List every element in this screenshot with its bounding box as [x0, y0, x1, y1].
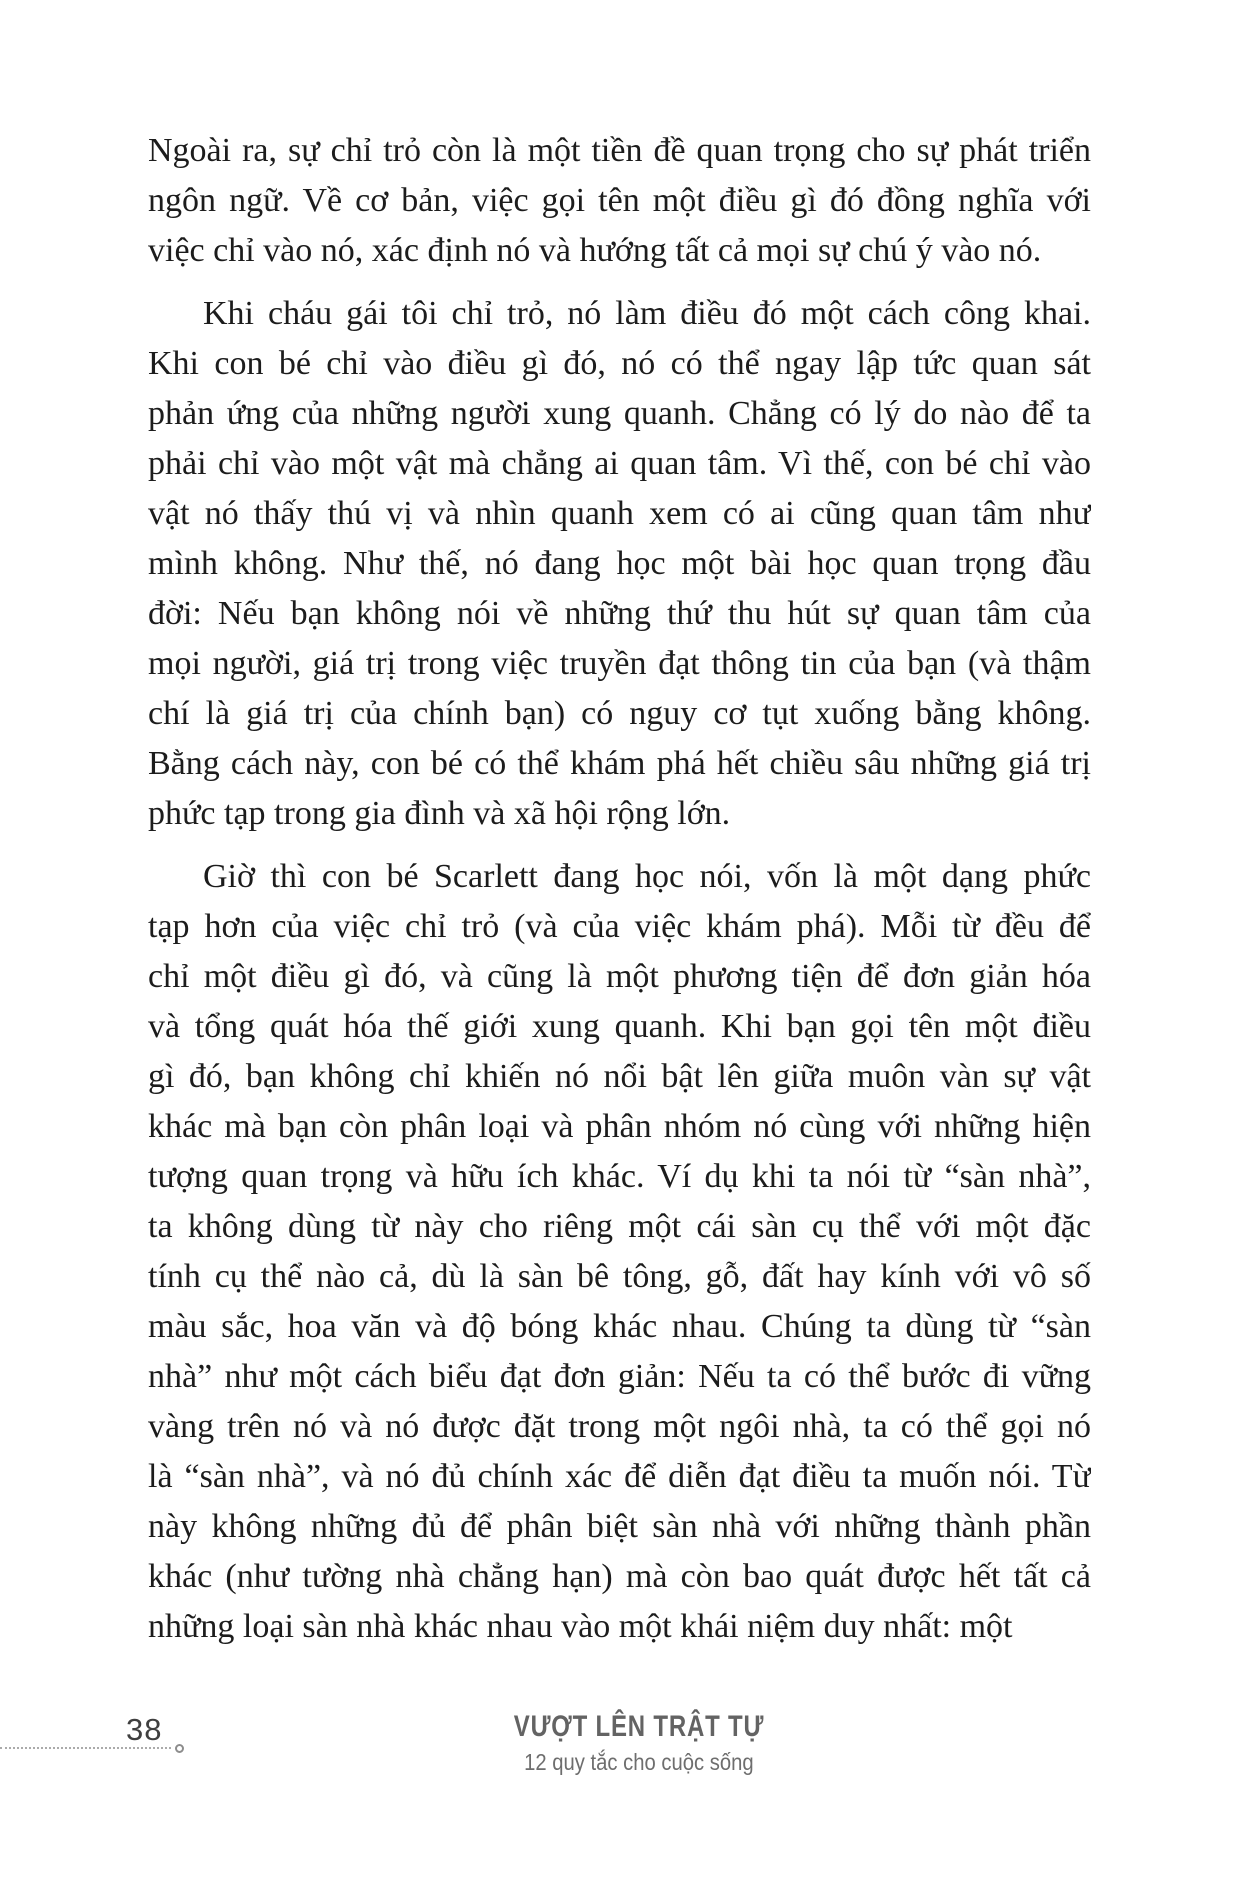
text-line: khác (như tường nhà chẳng hạn) mà còn bao quát được hết tất cả [148, 1558, 1091, 1595]
text-line: tạp hơn của việc chỉ trỏ (và của việc khám phá). Mỗi từ đều để [148, 908, 1091, 945]
book-title-text: VƯỢT LÊN TRẬT TỰ [513, 1710, 765, 1743]
text-line: là “sàn nhà”, và nó đủ chính xác để diễn đạt điều ta muốn nói. Từ [148, 1458, 1091, 1495]
text-line: phản ứng của những người xung quanh. Chẳng có lý do nào để ta [148, 395, 1091, 432]
text-line: tượng quan trọng và hữu ích khác. Ví dụ khi ta nói từ “sàn nhà”, [148, 1158, 1091, 1195]
running-footer [482, 1710, 795, 1776]
page-number: 38 [126, 1712, 163, 1747]
ring-ornament-icon [175, 1744, 184, 1753]
book-subtitle [482, 1749, 795, 1776]
text-line: tính cụ thể nào cả, dù là sàn bê tông, gỗ, đất hay kính với vô số [148, 1258, 1091, 1295]
book-title [482, 1710, 795, 1744]
text-line: đời: Nếu bạn không nói về những thứ thu hút sự quan tâm của [148, 595, 1091, 632]
text-line: ngôn ngữ. Về cơ bản, việc gọi tên một điều gì đó đồng nghĩa với [148, 182, 1091, 219]
text-line: Giờ thì con bé Scarlett đang học nói, vốn là một dạng phức [203, 858, 1091, 895]
book-subtitle-text: 12 quy tắc cho cuộc sống [524, 1749, 754, 1775]
text-line: nhà” như một cách biểu đạt đơn giản: Nếu ta có thể bước đi vững [148, 1358, 1091, 1395]
text-line: mọi người, giá trị trong việc truyền đạt thông tin của bạn (và thậm [148, 645, 1091, 682]
text-line: việc chỉ vào nó, xác định nó và hướng tất cả mọi sự chú ý vào nó. [148, 232, 1042, 269]
text-line: Khi con bé chỉ vào điều gì đó, nó có thể ngay lập tức quan sát [148, 345, 1091, 382]
paragraph [148, 126, 1091, 276]
text-line: màu sắc, hoa văn và độ bóng khác nhau. Chúng ta dùng từ “sàn [148, 1308, 1091, 1345]
text-line: này không những đủ để phân biệt sàn nhà với những thành phần [148, 1508, 1091, 1545]
paragraph [148, 289, 1091, 839]
text-line: gì đó, bạn không chỉ khiến nó nổi bật lên giữa muôn vàn sự vật [148, 1058, 1091, 1095]
text-line: ta không dùng từ này cho riêng một cái sàn cụ thể với một đặc [148, 1208, 1091, 1245]
text-line: khác mà bạn còn phân loại và phân nhóm nó cùng với những hiện [148, 1108, 1091, 1145]
text-line: phải chỉ vào một vật mà chẳng ai quan tâm. Vì thế, con bé chỉ vào [148, 445, 1091, 482]
text-line: Khi cháu gái tôi chỉ trỏ, nó làm điều đó một cách công khai. [203, 295, 1091, 332]
text-line: và tổng quát hóa thế giới xung quanh. Khi bạn gọi tên một điều [148, 1008, 1091, 1045]
text-line: mình không. Như thế, nó đang học một bài học quan trọng đầu [148, 545, 1091, 582]
text-line: vàng trên nó và nó được đặt trong một ngôi nhà, ta có thể gọi nó [148, 1408, 1091, 1445]
text-line: chí là giá trị của chính bạn) có nguy cơ tụt xuống bằng không. [148, 695, 1091, 732]
paragraph [148, 852, 1091, 1652]
body-text [148, 126, 1091, 1652]
footer-dotted-rule [0, 1747, 171, 1749]
text-line: chỉ một điều gì đó, và cũng là một phương tiện để đơn giản hóa [148, 958, 1091, 995]
text-line: vật nó thấy thú vị và nhìn quanh xem có ai cũng quan tâm như [148, 495, 1091, 532]
text-line: phức tạp trong gia đình và xã hội rộng lớn. [148, 795, 731, 832]
text-line: Bằng cách này, con bé có thể khám phá hết chiều sâu những giá trị [148, 745, 1091, 782]
text-line: những loại sàn nhà khác nhau vào một khái niệm duy nhất: một [148, 1608, 1013, 1645]
text-line: Ngoài ra, sự chỉ trỏ còn là một tiền đề quan trọng cho sự phát triển [148, 132, 1091, 169]
